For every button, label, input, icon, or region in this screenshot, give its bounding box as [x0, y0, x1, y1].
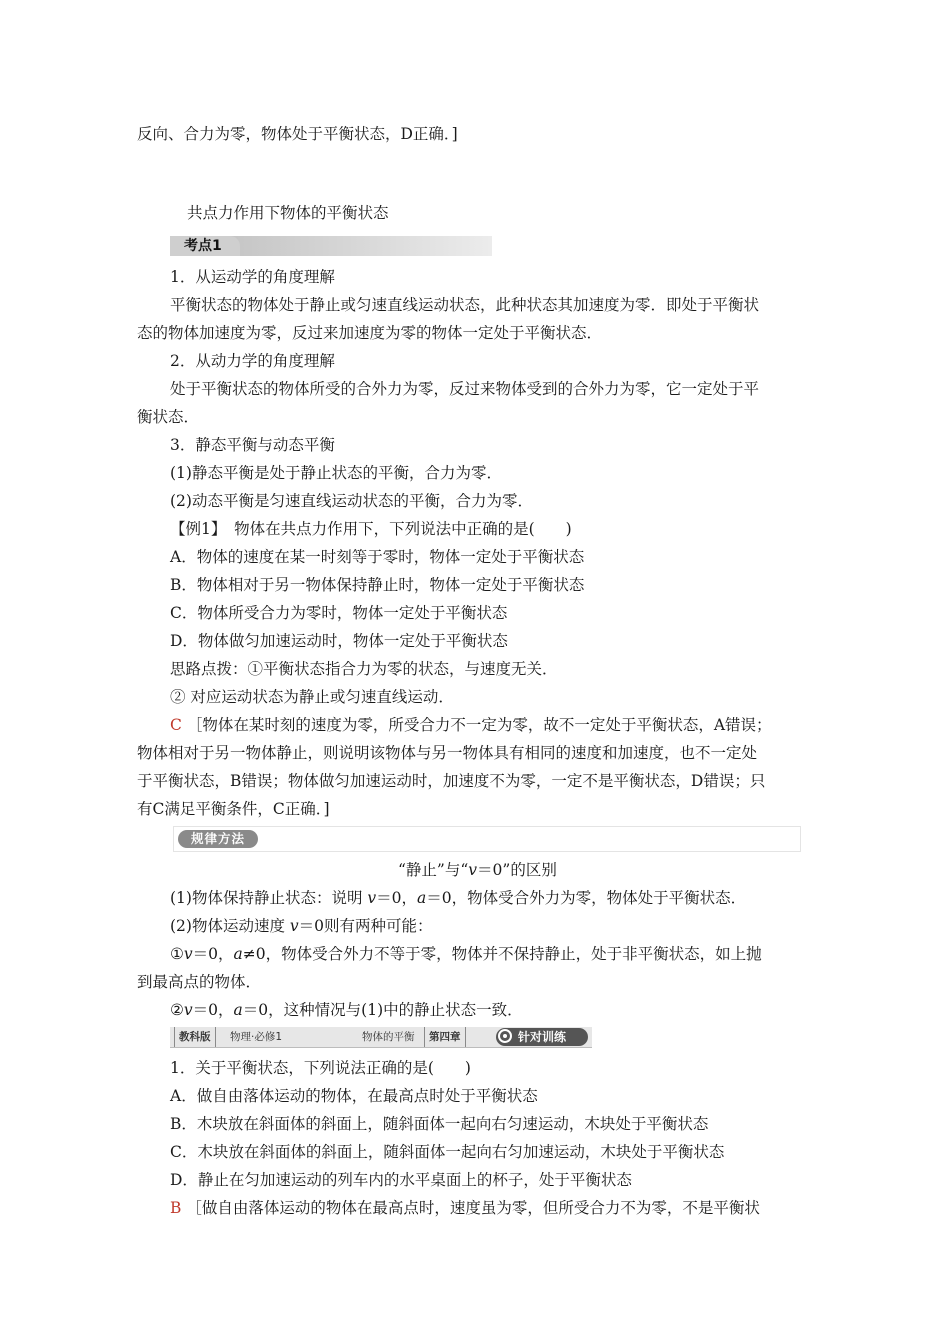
- method-label: 规律方法: [178, 830, 258, 848]
- point-3-b: (2)动态平衡是匀速直线运动状态的平衡，合力为零．: [170, 492, 533, 510]
- point-3-title: 3．静态平衡与动态平衡: [170, 436, 335, 454]
- method-l2-b: ＝0则有两种可能：: [298, 917, 433, 935]
- method-l1-a: (1)物体保持静止状态：说明: [170, 889, 368, 907]
- point-2-title: 2．从动力学的角度理解: [170, 352, 335, 370]
- method-box: [173, 826, 801, 852]
- header-edition: 教科版: [174, 1027, 216, 1047]
- method-l3-a: ①: [170, 945, 184, 963]
- method-l1-c: ＝0，物体受合外力为零，物体处于平衡状态．: [426, 889, 747, 907]
- method-l3-v: v: [183, 945, 193, 963]
- header-badge-label: 针对训练: [518, 1030, 567, 1044]
- point-2-line-1: 处于平衡状态的物体所受的合外力为零，反过来物体受到的合外力为零，它一定处于平: [170, 380, 760, 398]
- example-stem: 【例1】 物体在共点力作用下，下列说法中正确的是( ): [170, 520, 572, 538]
- method-l1-a2: a: [417, 889, 427, 907]
- exercise-option-b: B．木块放在斜面体的斜面上，随斜面体一起向右匀速运动，木块处于平衡状态: [170, 1115, 709, 1133]
- example-option-a: A．物体的速度在某一时刻等于零时，物体一定处于平衡状态: [170, 548, 585, 566]
- example-solution-2: 物体相对于另一物体静止，则说明该物体与另一物体具有相同的速度和加速度，也不一定处: [137, 744, 758, 762]
- point-1-title: 1．从运动学的角度理解: [170, 268, 335, 286]
- exercise-stem: 1．关于平衡状态，下列说法正确的是( ): [170, 1059, 471, 1077]
- example-hint-2: ② 对应运动状态为静止或匀速直线运动．: [170, 688, 454, 706]
- example-solution-4: 有C满足平衡条件，C正确．]: [137, 800, 330, 818]
- method-l1-b: ＝0，: [376, 889, 418, 907]
- method-title-v: v: [468, 861, 478, 879]
- section-title: 共点力作用下物体的平衡状态: [187, 204, 389, 222]
- kaodian-label: 考点1: [170, 236, 240, 256]
- example-option-b: B．物体相对于另一物体保持静止时，物体一定处于平衡状态: [170, 576, 585, 594]
- method-title: [398, 860, 557, 880]
- method-line-2: [170, 916, 433, 936]
- method-l3-a2: a: [233, 945, 243, 963]
- method-l5-v: v: [183, 1001, 193, 1019]
- header-topic: 物体的平衡: [362, 1031, 415, 1043]
- method-title-a: “静止”与“: [398, 861, 469, 879]
- exercise-option-c: C．木块放在斜面体的斜面上，随斜面体一起向右匀加速运动，木块处于平衡状态: [170, 1143, 725, 1161]
- method-line-4: 到最高点的物体．: [137, 973, 262, 991]
- header-chapter: 第四章: [424, 1027, 466, 1047]
- target-icon: [498, 1029, 512, 1043]
- example-option-c: C．物体所受合力为零时，物体一定处于平衡状态: [170, 604, 508, 622]
- exercise-solution-1: [170, 1198, 760, 1218]
- method-line-3: [170, 944, 762, 964]
- book-header-strip: [170, 1027, 592, 1048]
- method-title-b: ＝0”的区别: [477, 861, 557, 879]
- previous-solution-tail: 反向、合力为零，物体处于平衡状态，D正确．]: [137, 125, 458, 143]
- method-l5-a: ②: [170, 1001, 184, 1019]
- exercise-answer: B: [170, 1199, 182, 1217]
- method-l3-c: ≠0，物体受合外力不等于零，物体并不保持静止，处于非平衡状态，如上抛: [242, 945, 762, 963]
- header-subject: 物理·必修1: [230, 1031, 283, 1043]
- point-3-a: (1)静态平衡是处于静止状态的平衡，合力为零．: [170, 464, 502, 482]
- method-l5-b: ＝0，: [192, 1001, 234, 1019]
- example-solution-3: 于平衡状态，B错误；物体做匀加速运动时，加速度不为零，一定不是平衡状态，D错误；只: [137, 772, 766, 790]
- point-1-line-2: 态的物体加速度为零，反过来加速度为零的物体一定处于平衡状态．: [137, 324, 603, 342]
- method-l3-b: ＝0，: [192, 945, 234, 963]
- example-answer: C: [170, 716, 182, 734]
- point-2-line-2: 衡状态．: [137, 408, 200, 426]
- example-solution-text-1: ［物体在某时刻的速度为零，所受合力不一定为零，故不一定处于平衡状态，A错误；: [186, 716, 772, 734]
- method-l1-v: v: [367, 889, 377, 907]
- exercise-option-a: A．做自由落体运动的物体，在最高点时处于平衡状态: [170, 1087, 538, 1105]
- method-l2-v: v: [289, 917, 299, 935]
- example-option-d: D．物体做匀加速运动时，物体一定处于平衡状态: [170, 632, 508, 650]
- exercise-solution-text-1: ［做自由落体运动的物体在最高点时，速度虽为零，但所受合力不为零，不是平衡状: [186, 1199, 760, 1217]
- method-line-5: [170, 1000, 523, 1020]
- method-l5-a2: a: [233, 1001, 243, 1019]
- method-l5-c: ＝0，这种情况与(1)中的静止状态一致．: [242, 1001, 523, 1019]
- example-solution-1: [170, 715, 772, 735]
- exercise-option-d: D．静止在匀加速运动的列车内的水平桌面上的杯子，处于平衡状态: [170, 1171, 632, 1189]
- kaodian-banner: [170, 236, 492, 256]
- method-l2-a: (2)物体运动速度: [170, 917, 290, 935]
- example-hint-1: 思路点拨：①平衡状态指合力为零的状态，与速度无关．: [170, 660, 558, 678]
- method-line-1: [170, 888, 746, 908]
- header-badge: [496, 1028, 588, 1046]
- point-1-line-1: 平衡状态的物体处于静止或匀速直线运动状态，此种状态其加速度为零．即处于平衡状: [170, 296, 760, 314]
